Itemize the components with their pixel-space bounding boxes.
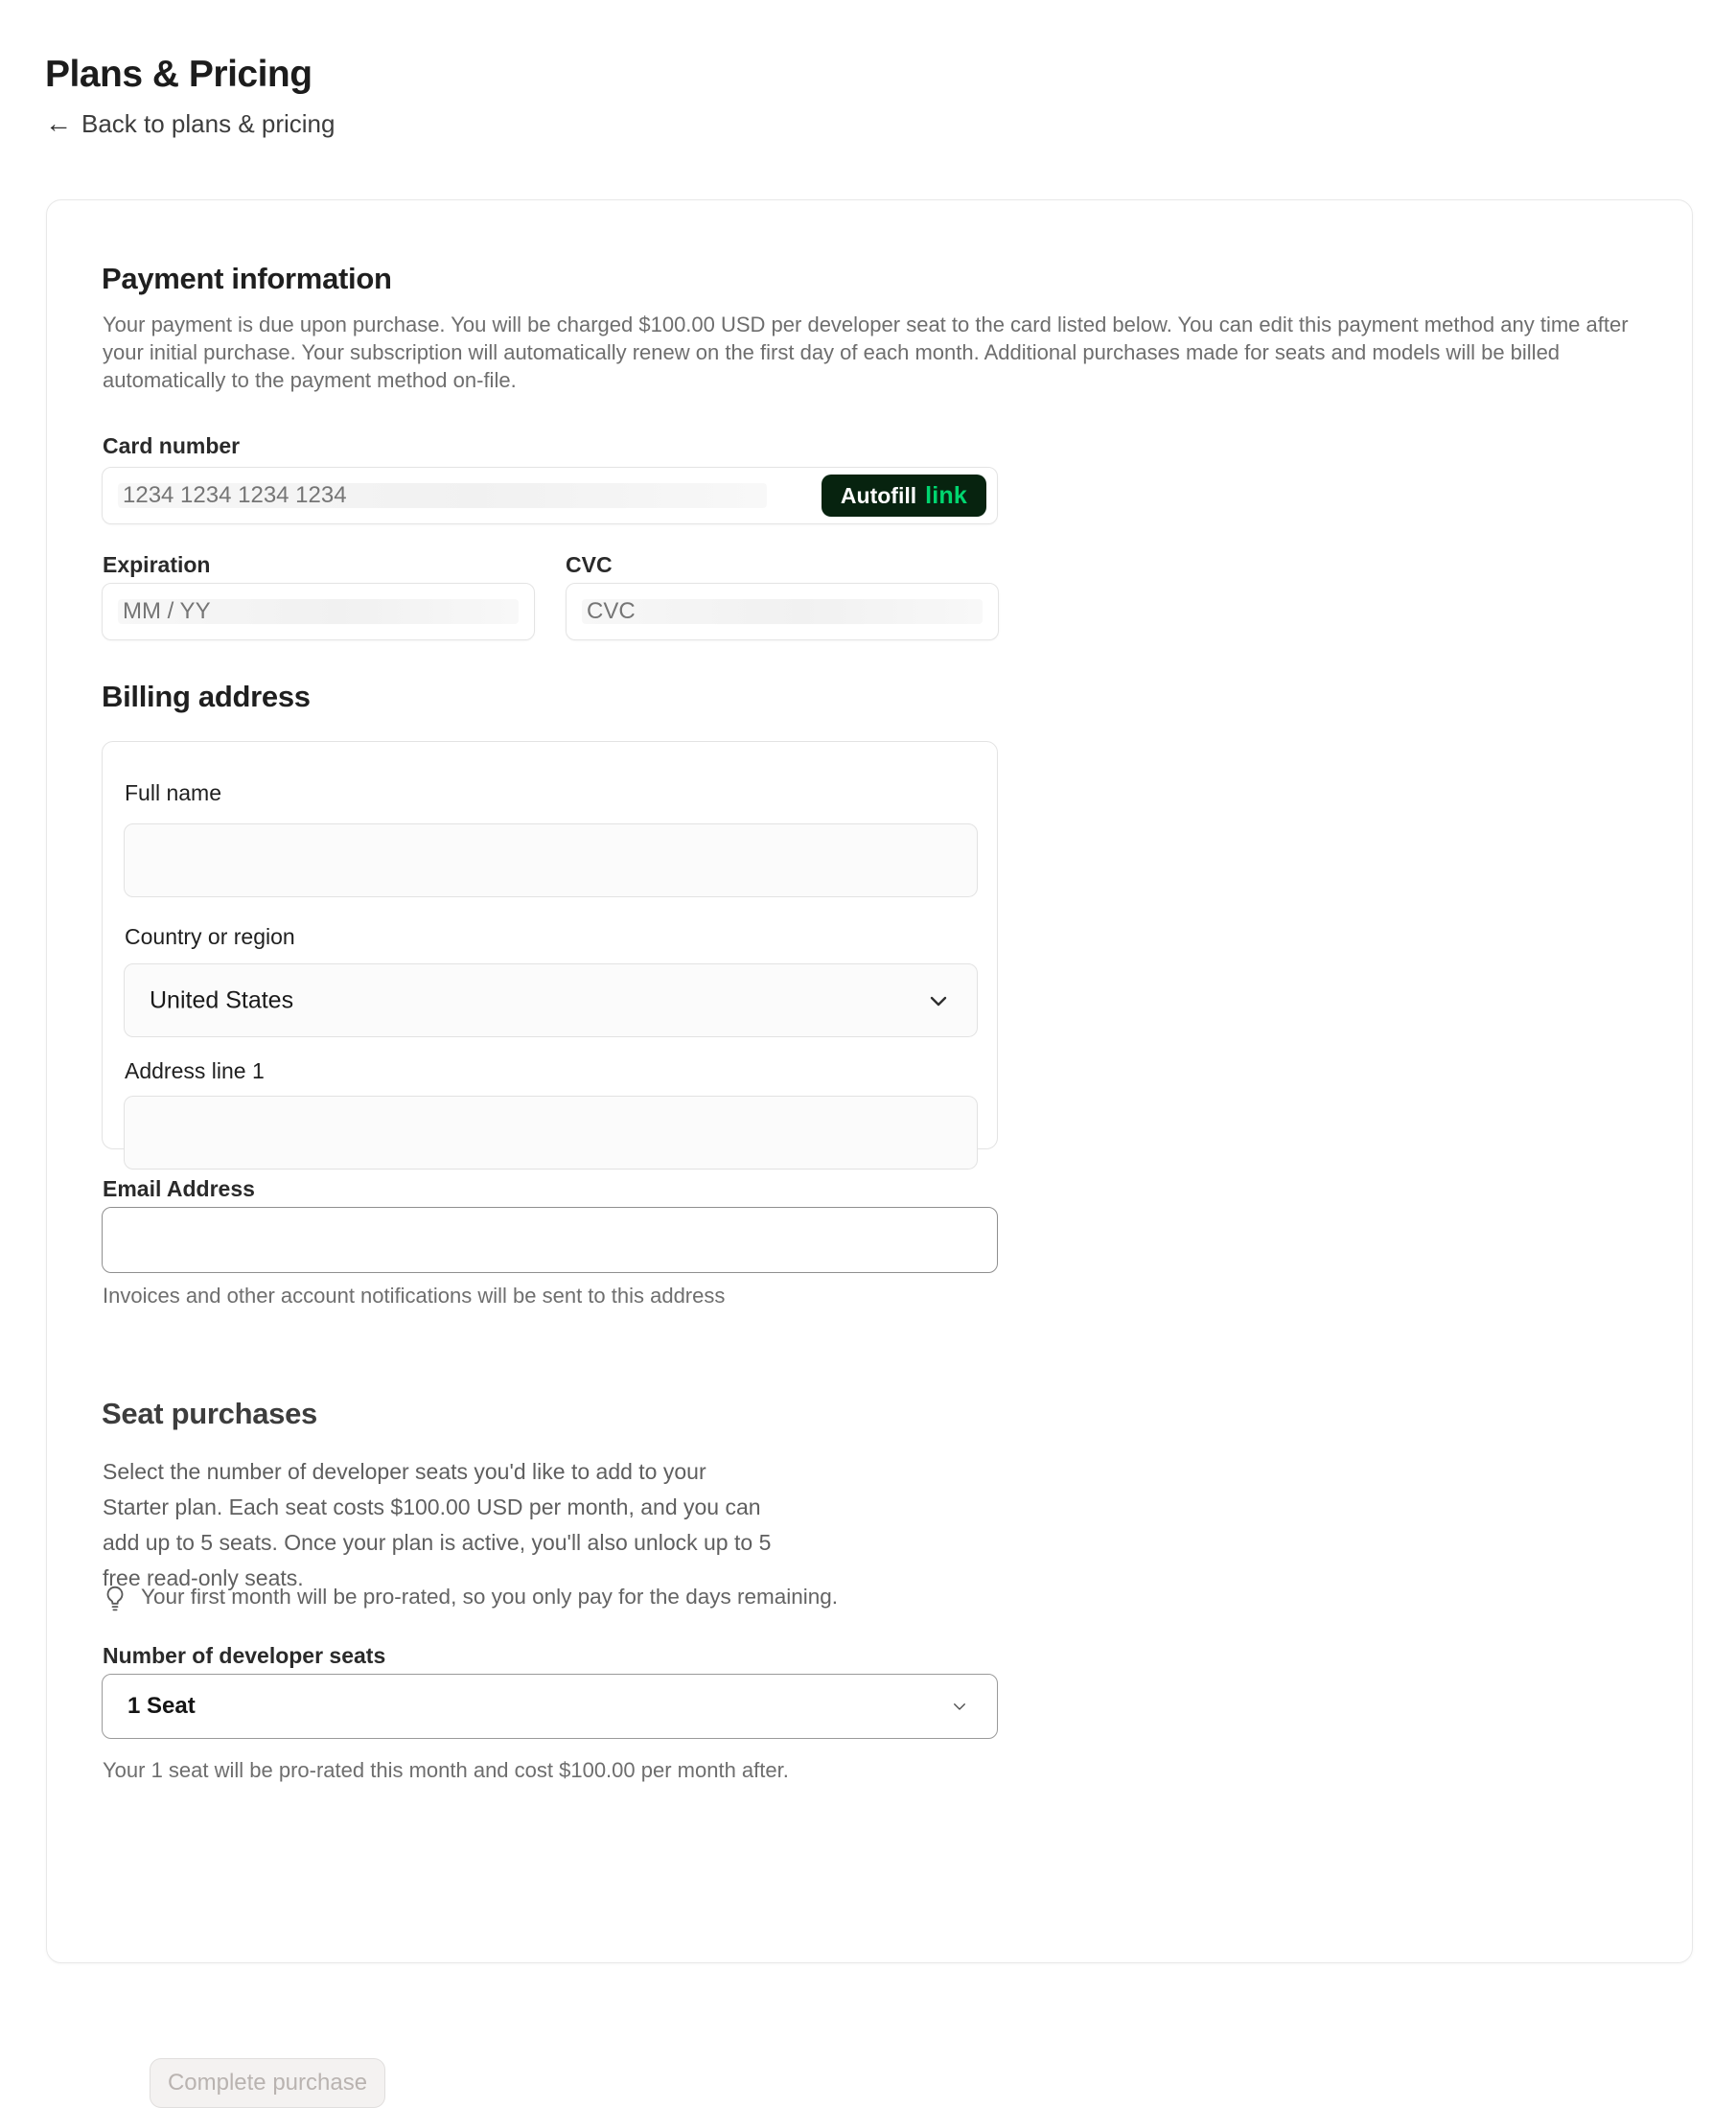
email-helper-text: Invoices and other account notifications will be sent to this address [103,1284,726,1308]
cvc-placeholder: CVC [587,598,636,624]
cvc-input[interactable] [566,583,999,640]
link-brand-logo: link [925,481,967,509]
card-number-placeholder: 1234 1234 1234 1234 [123,482,347,508]
full-name-input[interactable] [124,823,978,897]
email-address-label: Email Address [103,1176,255,1201]
billing-address-group [102,741,998,1149]
address-line-1-label: Address line 1 [125,1058,265,1083]
page-title: Plans & Pricing [45,54,312,95]
card-number-label: Card number [103,433,241,458]
card-number-input[interactable] [102,467,998,524]
seat-purchases-description: Select the number of developer seats you'd like to add to your Starter plan. Each seat costs $100.00 USD per month, and you can add up to 5 seats. Once your plan is active, you'll also unlock up to 5 free read-only seats. [103,1459,772,1590]
address-line-1-input[interactable] [124,1096,978,1170]
autofill-label: Autofill [840,482,917,508]
email-native-input[interactable] [103,1208,997,1272]
purchase-card [46,199,1693,2096]
country-label: Country or region [125,924,295,949]
payment-description: Your payment is due upon purchase. You will be charged $100.00 USD per developer seat to the card listed below. You can edit this payment method any time after your initial purchase. Your subscription will automatically renew on the first day of each month. Additional purchases made for seats and models will be billed automatically to the payment method on-file. [103,313,1629,392]
email-address-input[interactable] [102,1207,998,1273]
seats-count-label: Number of developer seats [103,1643,386,1668]
autofill-link-button[interactable] [822,475,986,517]
seats-select-value: 1 Seat [127,1693,196,1719]
expiration-label: Expiration [103,552,211,577]
payment-information-heading: Payment information [102,262,392,295]
address-line-1-native-input[interactable] [125,1097,977,1169]
seats-select[interactable] [102,1674,998,1739]
prorate-tip [103,1585,999,1613]
full-name-label: Full name [125,780,221,805]
chevron-down-icon [951,1698,968,1715]
expiration-placeholder: MM / YY [123,598,211,624]
prorate-tip-text: Your first month will be pro-rated, so you only pay for the days remaining. [141,1585,839,1609]
seats-helper-text: Your 1 seat will be pro-rated this month and cost $100.00 per month after. [103,1758,789,1782]
country-select[interactable] [124,963,978,1037]
complete-purchase-button[interactable]: Complete purchase [150,2058,385,2108]
cvc-label: CVC [566,552,613,577]
expiration-input[interactable] [102,583,535,640]
back-arrow-icon: ← [45,108,72,138]
chevron-down-icon [927,989,950,1012]
billing-address-heading: Billing address [102,680,311,713]
seat-purchases-heading: Seat purchases [102,1397,317,1430]
back-link-label: Back to plans & pricing [81,108,336,138]
country-select-value: United States [150,986,294,1013]
lightbulb-icon [103,1585,127,1613]
full-name-native-input[interactable] [125,824,977,896]
back-link[interactable] [45,108,335,139]
cvc-shimmer [582,599,983,624]
